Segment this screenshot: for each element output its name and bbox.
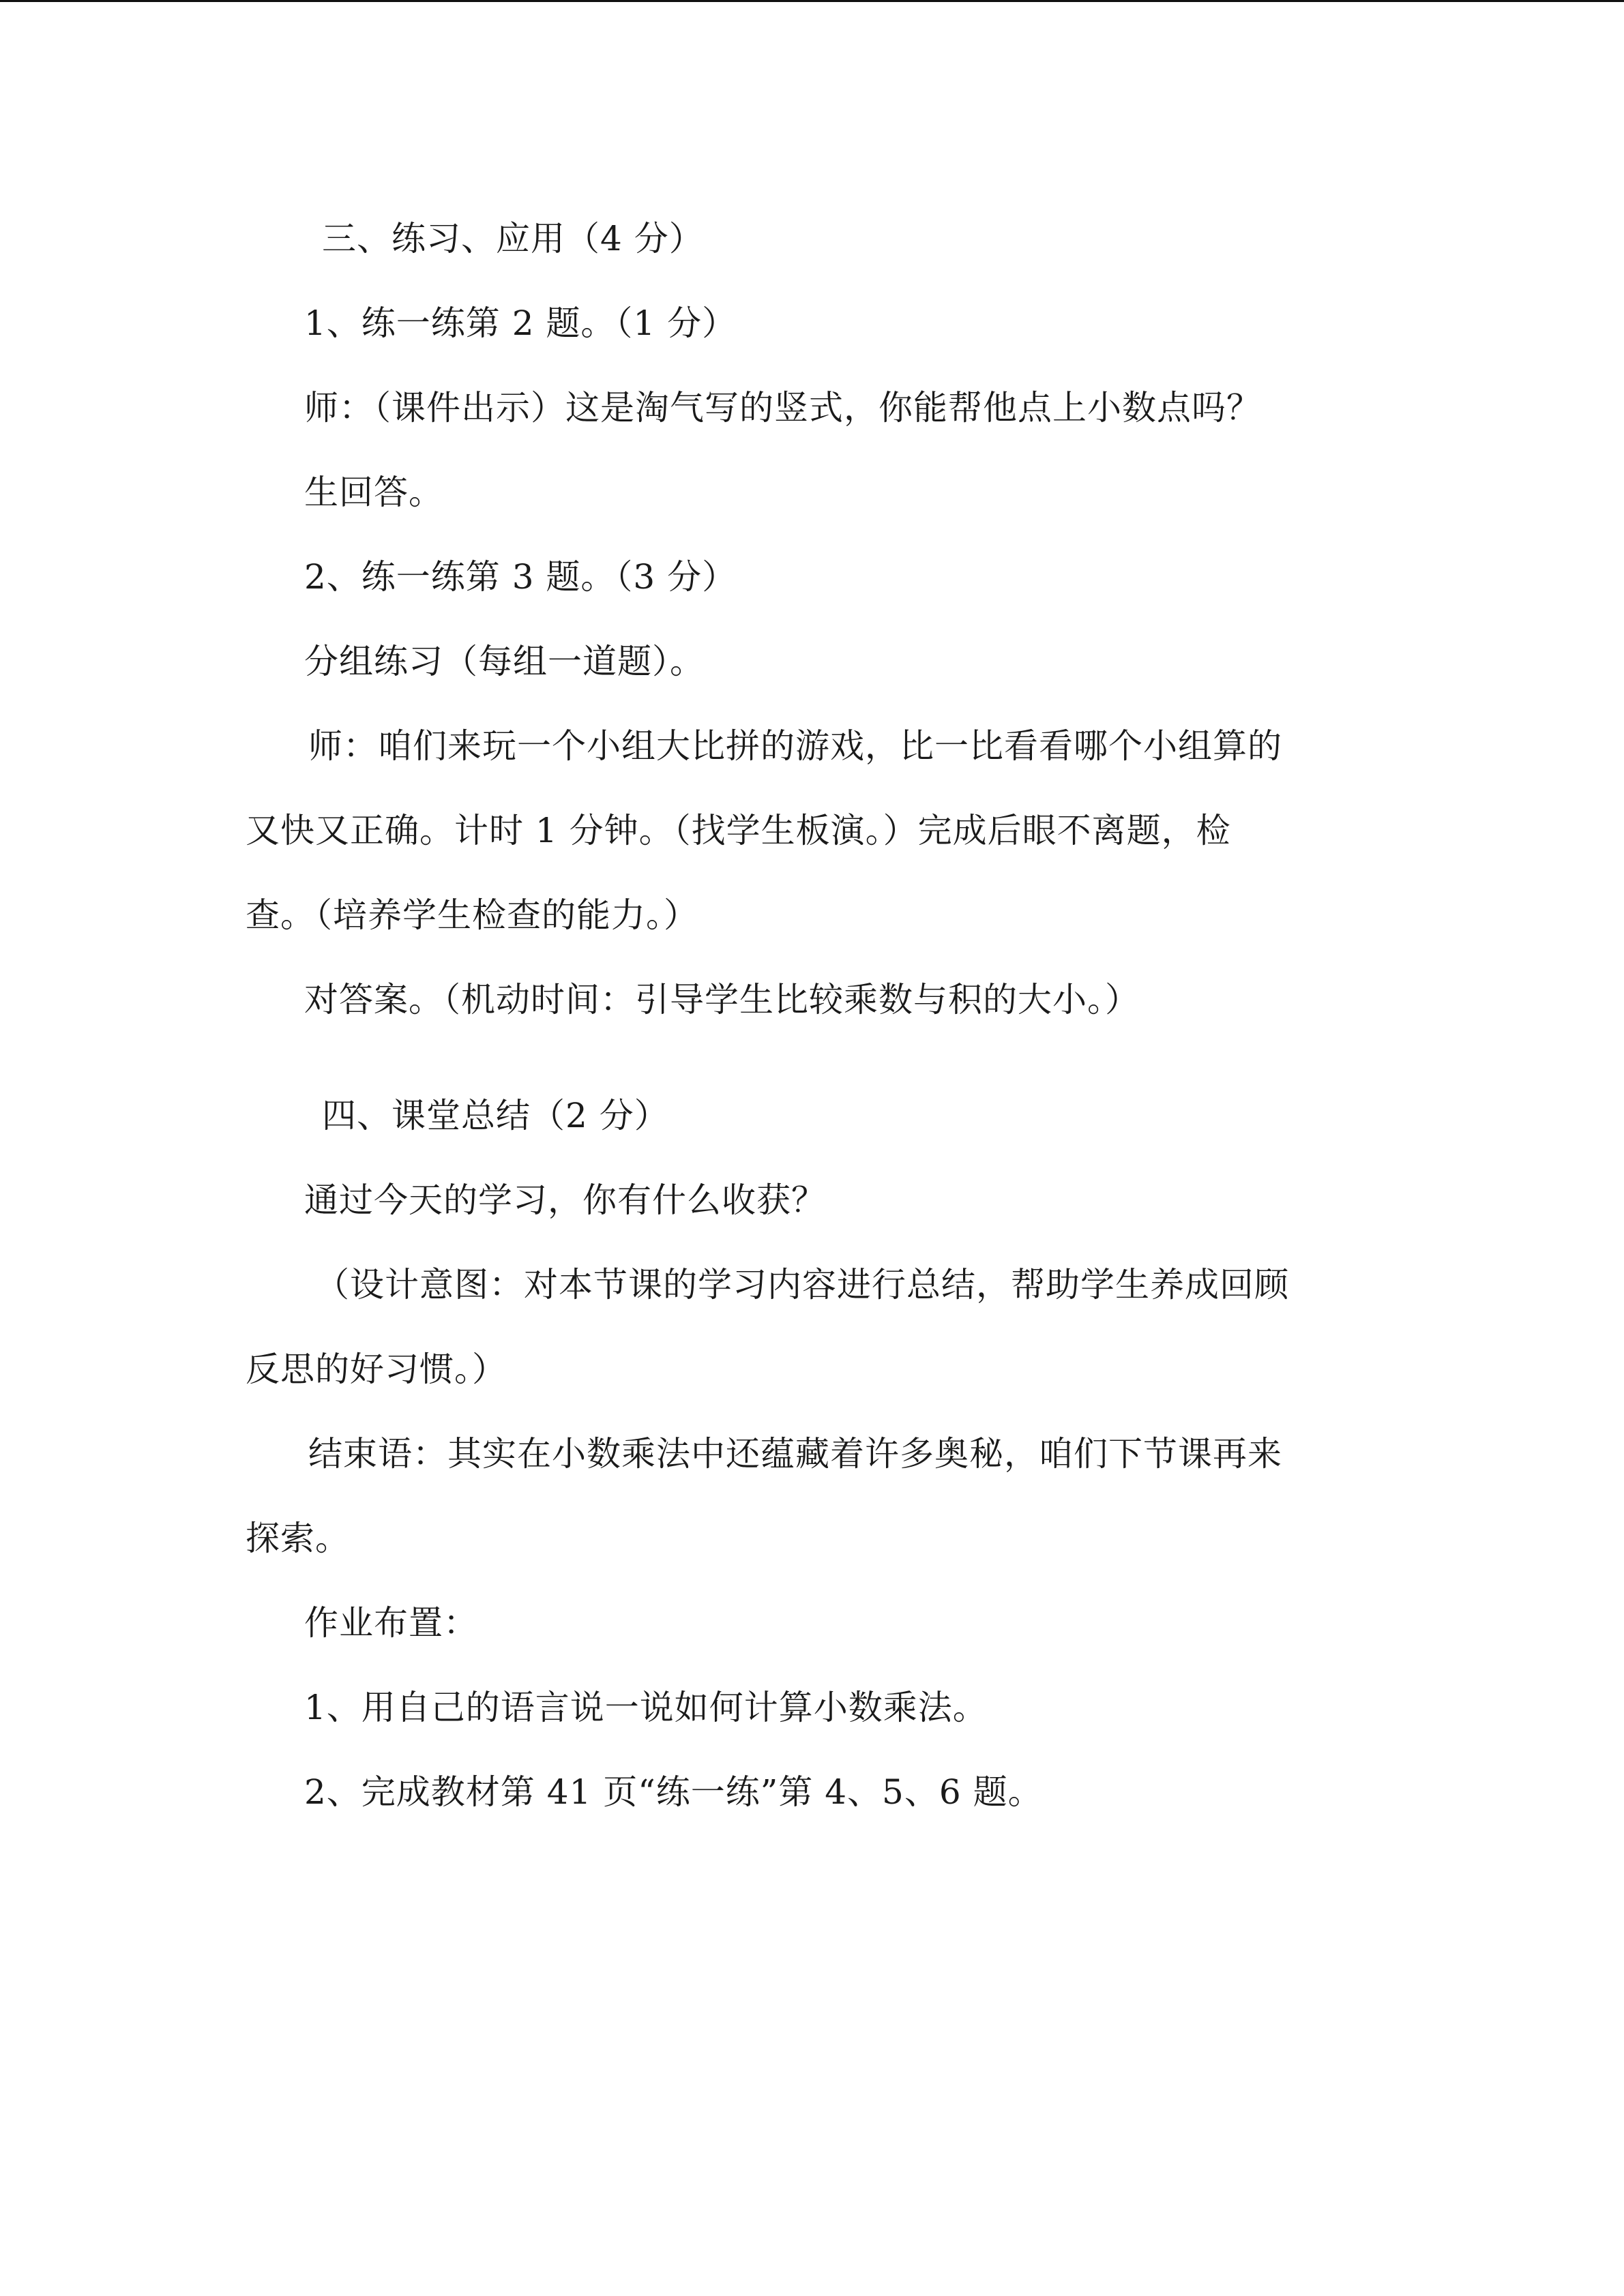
paragraph-line: 分组练习（每组一道题）。 (304, 642, 705, 681)
paragraph-line: 2、练一练第 3 题。（3 分） (304, 557, 737, 597)
section-heading-summary: 四、课堂总结（2 分） (322, 1096, 669, 1135)
paragraph-line: 又快又正确。计时 1 分钟。（找学生板演。）完成后眼不离题，检 (246, 811, 1231, 850)
paragraph-line: （设计意图：对本节课的学习内容进行总结，帮助学生养成回顾 (315, 1265, 1289, 1304)
paragraph-line: 1、练一练第 2 题。（1 分） (304, 303, 737, 343)
paragraph-line: 结束语：其实在小数乘法中还蕴藏着许多奥秘，咱们下节课再来 (308, 1434, 1282, 1474)
homework-item: 1、用自己的语言说一说如何计算小数乘法。 (304, 1688, 988, 1727)
paragraph-line: 反思的好习惯。） (246, 1350, 507, 1389)
paragraph-line: 师：咱们来玩一个小组大比拼的游戏，比一比看看哪个小组算的 (308, 726, 1282, 766)
homework-item: 2、完成教材第 41 页“练一练”第 4、5、6 题。 (304, 1772, 1043, 1812)
paragraph-line: 师：（课件出示）这是淘气写的竖式，你能帮他点上小数点吗？ (304, 388, 1261, 428)
paragraph-line: 探索。 (246, 1519, 350, 1558)
paragraph-line: 查。（培养学生检查的能力。） (246, 895, 698, 935)
paragraph-line: 对答案。（机动时间：引导学生比较乘数与积的大小。） (304, 980, 1140, 1019)
paragraph-line: 通过今天的学习，你有什么收获？ (304, 1180, 826, 1220)
paragraph-line: 生回答。 (304, 473, 443, 512)
homework-heading: 作业布置： (304, 1603, 478, 1643)
section-heading-practice: 三、练习、应用（4 分） (322, 219, 704, 258)
